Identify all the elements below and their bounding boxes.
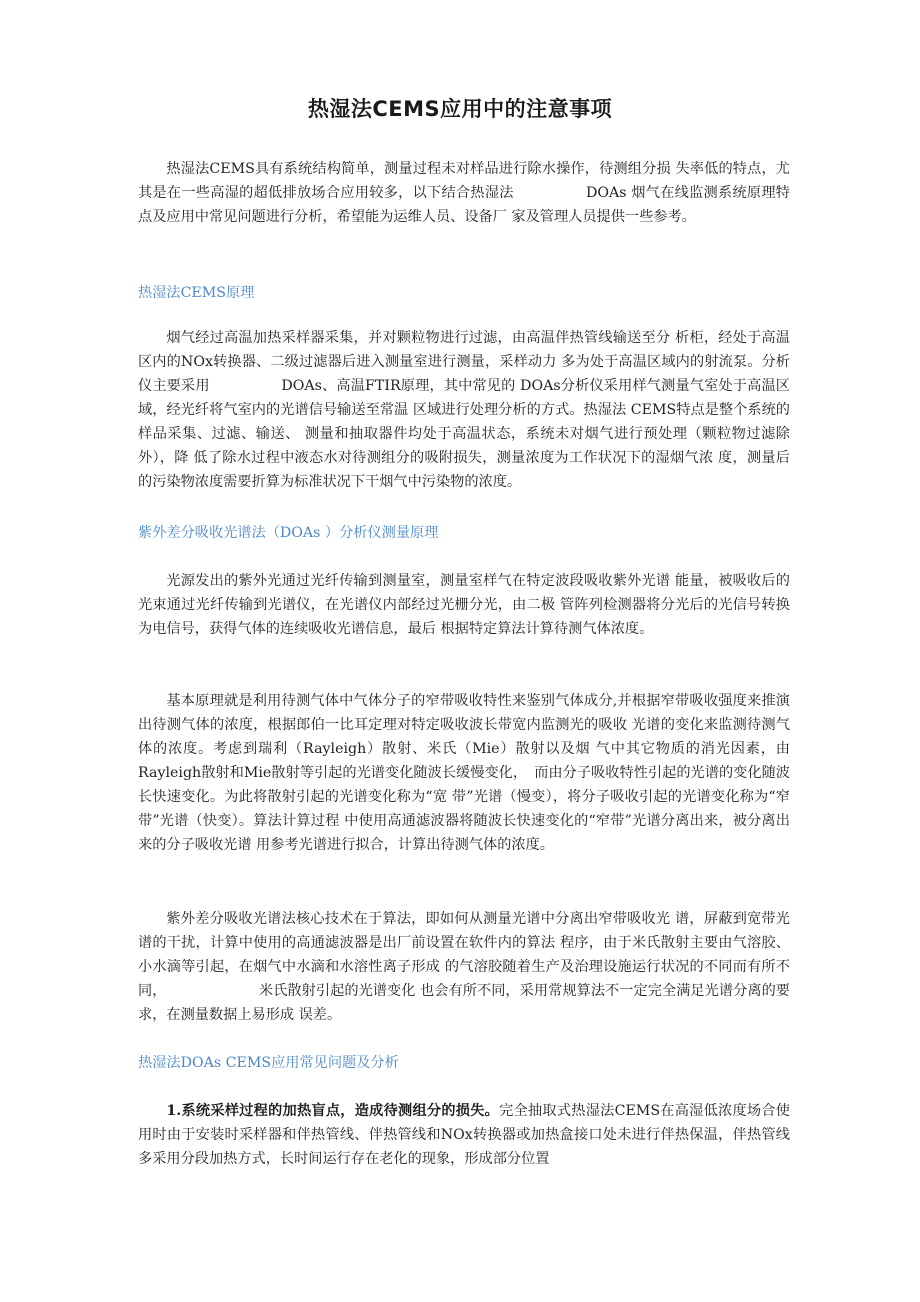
doas-paragraph-3: 紫外差分吸收光谱法核心技术在于算法，即如何从测量光谱中分离出窄带吸收光 谱，屏蔽到宽带光谱的干扰，计算中使用的高通滤波器是出厂前设置在软件内的算法 程序，由于米氏散射主要由气溶胶、小水滴等引起，在烟气中水滴和水溶性离子形成 的气溶胶随着生产及治理设施运行状况的不同而有所不同， 米氏散射引起的光谱变化 也会有所不同，采用常规算法不一定完全满足光谱分离的要求，在测量数据上易形成 误差。 [138,911,790,1023]
section-heading-doas: 紫外差分吸收光谱法（DOAs ）分析仪测量原理 [138,525,439,541]
issue-item-1-text: 完全抽取式热湿法CEMS在高湿低浓度场合使用时由于安装时采样器和伴热管线、伴热管线和NOx转换器或加热盒接口处未进行伴热保温，伴热管线多采用分段加热方式，长时间运行存在老化的现象，形成部分位置 [138,1103,790,1167]
doas-paragraph-2: 基本原理就是利用待测气体中气体分子的窄带吸收特性来鉴别气体成分,并根据窄带吸收强度来推演出待测气体的浓度，根据郎伯一比耳定理对特定吸收波长带宽内监测光的吸收 光谱的变化来监测待测气体的浓度。考虑到瑞利（Rayleigh）散射、米氏（Mie）散射以及烟 气中其它物质的消光因素，由Rayleigh散射和Mie散射等引起的光谱变化随波长缓慢变化， 而由分子吸收特性引起的光谱的变化随波长快速变化。为此将散射引起的光谱变化称为“宽 带”光谱（慢变），将分子吸收引起的光谱变化称为“窄带”光谱（快变）。算法计算过程 中使用高通滤波器将随波长快速变化的“窄带”光谱分离出来，被分离出来的分子吸收光谱 用参考光谱进行拟合，计算出待测气体的浓度。 [138,693,790,853]
intro-paragraph: 热湿法CEMS具有系统结构简单，测量过程未对样品进行除水操作，待测组分损 失率低的特点，尤其是在一些高湿的超低排放场合应用较多，以下结合热湿法 DOAs 烟气在线监测系统原理特点及应用中常见问题进行分析，希望能为运维人员、设备厂 家及管理人员提供一些参考。 [138,161,790,225]
document-title: 热湿法CEMS应用中的注意事项 [307,97,613,121]
issue-item-1-title: 1.系统采样过程的加热盲点，造成待测组分的损失。 [166,1103,500,1119]
issue-item-1 [138,1099,790,1171]
doas-paragraph-1: 光源发出的紫外光通过光纤传输到测量室，测量室样气在特定波段吸收紫外光谱 能量，被吸收后的光束通过光纤传输到光谱仪，在光谱仪内部经过光栅分光，由二极 管阵列检测器将分光后的光信号转换为电信号，获得气体的连续吸收光谱信息，最后 根据特定算法计算待测气体浓度。 [138,573,790,637]
principle-paragraph: 烟气经过高温加热采样器采集，并对颗粒物进行过滤，由高温伴热管线输送至分 析柜，经处于高温区内的NOx转换器、二级过滤器后进入测量室进行测量，采样动力 多为处于高温区域内的射流泵。分析仪主要采用 DOAs、高温FTIR原理，其中常见的 DOAs分析仪采用样气测量气室处于高温区域，经光纤将气室内的光谱信号输送至常温 区域进行处理分析的方式。热湿法 CEMS特点是整个系统的样品采集、过滤、输送、 测量和抽取器件均处于高温状态，系统未对烟气进行预处理（颗粒物过滤除外），降 低了除水过程中液态水对待测组分的吸附损失，测量浓度为工作状况下的湿烟气浓 度，测量后的污染物浓度需要折算为标准状况下干烟气中污染物的浓度。 [138,330,790,490]
section-heading-principle: 热湿法CEMS原理 [138,285,255,301]
section-heading-issues: 热湿法DOAs CEMS应用常见问题及分析 [138,1055,399,1071]
